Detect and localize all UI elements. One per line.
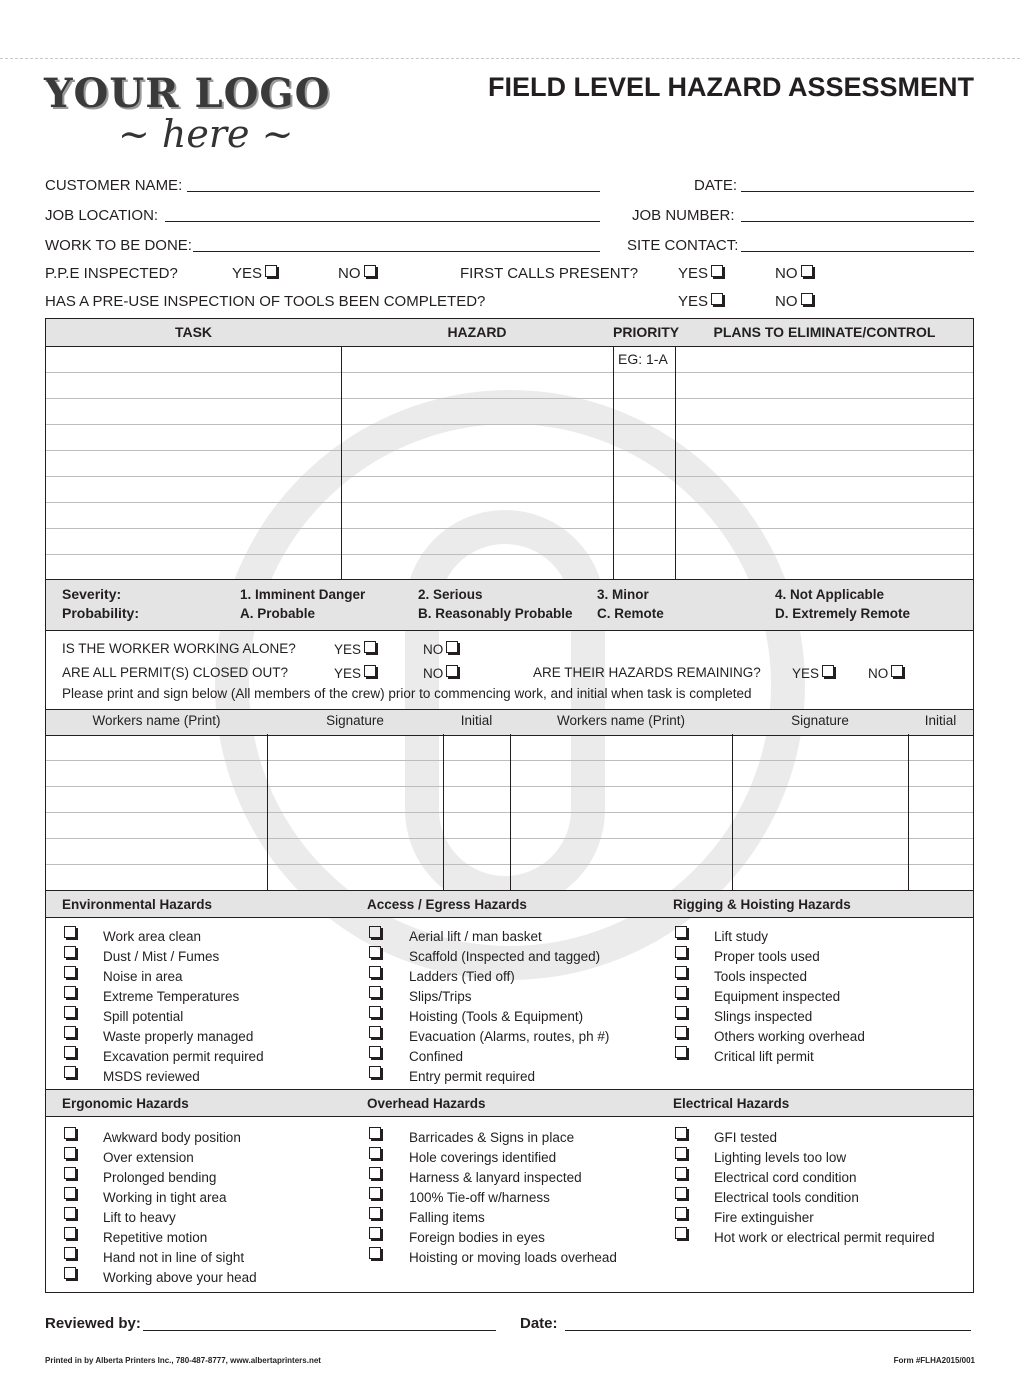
customer-name-label: CUSTOMER NAME: [45,177,183,194]
hazard-item: Confined [409,1049,464,1064]
work-to-be-done-label: WORK TO BE DONE: [45,237,192,254]
col-divider [267,734,268,890]
checkbox-icon[interactable] [675,1127,687,1139]
hazard-item: Spill potential [103,1009,184,1024]
probability-label: Probability: [62,605,140,621]
checkbox-icon[interactable] [675,1046,687,1058]
initial-header: Initial [460,713,493,728]
remaining-yes[interactable] [792,665,834,681]
row-line [46,398,973,399]
first-calls-yes[interactable] [678,265,723,282]
no-label: NO [423,666,444,681]
col-divider [510,734,511,890]
checkbox-icon[interactable] [801,293,813,305]
severity-label: Severity: [62,586,122,602]
checkbox-icon[interactable] [369,1147,381,1159]
hazard-item: Aerial lift / man basket [409,929,542,944]
checkbox-icon[interactable] [64,1207,76,1219]
hazard-item: Equipment inspected [714,989,841,1004]
alone-no[interactable] [423,641,458,657]
hazard-item: Hot work or electrical permit required [714,1230,935,1245]
first-calls-label: FIRST CALLS PRESENT? [460,265,639,282]
hazard-item: Hand not in line of sight [103,1250,245,1265]
pre-use-label: HAS A PRE-USE INSPECTION OF TOOLS BEEN COMPLETED? [45,293,486,310]
checkbox-icon[interactable] [369,1187,381,1199]
hazard-item: Awkward body position [103,1130,241,1145]
job-location-field[interactable] [165,221,600,222]
checkbox-icon[interactable] [675,1167,687,1179]
checkbox-icon[interactable] [265,265,277,277]
form-number: Form #FLHA2015/001 [893,1356,975,1365]
ppe-no[interactable] [338,265,376,282]
probability-b: B. Reasonably Probable [418,606,573,621]
row-line [46,554,973,555]
checkbox-icon[interactable] [369,1127,381,1139]
permits-no[interactable] [423,665,458,681]
hazard-item: Electrical tools condition [714,1190,859,1205]
hazard-item: Entry permit required [409,1069,536,1084]
hazard-item: Ladders (Tied off) [409,969,515,984]
no-label: NO [423,642,444,657]
col-divider [341,346,342,579]
access-header: Access / Egress Hazards [367,897,527,912]
signature-header: Signature [326,713,384,728]
checkbox-icon[interactable] [711,265,723,277]
work-to-be-done-field[interactable] [193,251,600,252]
hazard-item: Working in tight area [103,1190,227,1205]
checkbox-icon[interactable] [64,986,76,998]
checkbox-icon[interactable] [369,966,381,978]
checkbox-icon[interactable] [369,1167,381,1179]
checkbox-icon[interactable] [364,265,376,277]
no-label: NO [775,265,798,282]
hazards-bottom [45,1089,974,1293]
checkbox-icon[interactable] [64,1187,76,1199]
alone-question: IS THE WORKER WORKING ALONE? [62,641,296,656]
checkbox-icon[interactable] [64,1127,76,1139]
hazard-item: Fire extinguisher [714,1210,814,1225]
checkbox-icon[interactable] [711,293,723,305]
remaining-question: ARE THEIR HAZARDS REMAINING? [533,665,761,680]
row-line [46,502,973,503]
no-label: NO [868,666,889,681]
checkbox-icon[interactable] [64,1066,76,1078]
yes-label: YES [334,642,362,657]
col-divider [732,734,733,890]
electrical-header: Electrical Hazards [673,1096,790,1111]
severity-2: 2. Serious [418,587,483,602]
checkbox-icon[interactable] [675,946,687,958]
hazard-item: Critical lift permit [714,1049,814,1064]
overhead-header: Overhead Hazards [367,1096,486,1111]
row-line [46,424,973,425]
checkbox-icon[interactable] [675,1147,687,1159]
priority-header: PRIORITY [613,324,680,340]
checkbox-icon[interactable] [64,1026,76,1038]
hazard-item: Prolonged bending [103,1170,217,1185]
row-line [46,372,973,373]
pre-use-yes[interactable] [678,293,723,310]
hazard-item: Hoisting or moving loads overhead [409,1250,617,1265]
yes-label: YES [334,666,362,681]
date-field[interactable] [741,191,974,192]
checkbox-icon[interactable] [675,1227,687,1239]
logo-subtext: ~ here ~ [118,112,294,156]
checkbox-icon[interactable] [369,1026,381,1038]
hazard-header: HAZARD [447,324,507,340]
ppe-yes[interactable] [232,265,277,282]
hazard-item: Harness & lanyard inspected [409,1170,582,1185]
hazard-item: Scaffold (Inspected and tagged) [409,949,601,964]
form-title: FIELD LEVEL HAZARD ASSESSMENT [487,72,974,102]
logo: YOUR LOGO [44,70,331,117]
checkbox-icon[interactable] [64,1006,76,1018]
hazard-item: Electrical cord condition [714,1170,857,1185]
task-table [45,318,974,631]
checkbox-icon[interactable] [822,665,834,677]
hazard-item: Dust / Mist / Fumes [103,949,220,964]
signature-header-2: Signature [791,713,849,728]
no-label: NO [775,293,798,310]
checkbox-icon[interactable] [364,665,376,677]
hazard-item: Work area clean [103,929,202,944]
first-calls-no[interactable] [775,265,813,282]
hazards-top [45,890,974,1091]
checkbox-icon[interactable] [369,1006,381,1018]
checkbox-icon[interactable] [801,265,813,277]
hazard-item: Hoisting (Tools & Equipment) [409,1009,584,1024]
hazard-item: Over extension [103,1150,194,1165]
instruction-text: Please print and sign below (All members of the crew) prior to commencing work, and initial when task is completed [62,686,752,701]
checkbox-icon[interactable] [369,1046,381,1058]
checkbox-icon[interactable] [64,926,76,938]
checkbox-icon[interactable] [369,986,381,998]
col-divider [675,346,676,579]
hazard-item: Extreme Temperatures [103,989,240,1004]
job-location-label: JOB LOCATION: [45,207,159,224]
worker-name-header-2: Workers name (Print) [556,713,686,728]
yes-label: YES [678,265,709,282]
yes-label: YES [792,666,820,681]
checkbox-icon[interactable] [369,946,381,958]
checkbox-icon[interactable] [369,1227,381,1239]
site-contact-field[interactable] [741,251,974,252]
permits-question: ARE ALL PERMIT(S) CLOSED OUT? [62,665,289,680]
probability-a: A. Probable [240,606,316,621]
task-header: TASK [174,324,213,340]
environmental-header: Environmental Hazards [62,897,213,912]
hazard-item: 100% Tie-off w/harness [409,1190,550,1205]
checkbox-icon[interactable] [64,1247,76,1259]
checkbox-icon[interactable] [675,926,687,938]
checkbox-icon[interactable] [891,665,903,677]
plans-header: PLANS TO ELIMINATE/CONTROL [713,324,936,340]
row-line [46,528,973,529]
checkbox-icon[interactable] [675,1006,687,1018]
checkbox-icon[interactable] [64,1046,76,1058]
hazard-item: Falling items [409,1210,485,1225]
hazard-item: Proper tools used [714,949,820,964]
checkbox-icon[interactable] [64,1267,76,1279]
reviewed-by-label: Reviewed by: [45,1315,141,1332]
severity-4: 4. Not Applicable [775,587,885,602]
ppe-inspected-label: P.P.E INSPECTED? [45,265,178,282]
reviewed-by-field[interactable] [143,1330,496,1331]
hazard-item: Excavation permit required [103,1049,264,1064]
probability-c: C. Remote [597,606,664,621]
hazard-item: Foreign bodies in eyes [409,1230,545,1245]
review-date-field[interactable] [565,1330,971,1331]
checkbox-icon[interactable] [64,966,76,978]
checkbox-icon[interactable] [64,1147,76,1159]
col-divider [613,346,614,579]
hazard-item: Slips/Trips [409,989,472,1004]
checkbox-icon[interactable] [64,1167,76,1179]
hazard-item: Waste properly managed [103,1029,254,1044]
hazard-item: Lift study [714,929,769,944]
yes-label: YES [232,265,263,282]
severity-3: 3. Minor [597,587,649,602]
yes-label: YES [678,293,709,310]
priority-example: EG: 1-A [618,351,668,367]
top-dashed-line [0,58,1020,59]
checkbox-icon[interactable] [369,1066,381,1078]
workers-section [45,630,974,891]
hazard-item: Lighting levels too low [714,1150,847,1165]
probability-d: D. Extremely Remote [775,606,911,621]
row-line [46,476,973,477]
initial-header-2: Initial [924,713,957,728]
review-date-label: Date: [520,1315,558,1332]
checkbox-icon[interactable] [369,926,381,938]
checkbox-icon[interactable] [675,986,687,998]
date-label: DATE: [694,177,738,194]
pre-use-no[interactable] [775,293,813,310]
job-number-label: JOB NUMBER: [632,207,735,224]
no-label: NO [338,265,361,282]
col-divider [908,734,909,890]
hazard-item: Noise in area [103,969,183,984]
hazard-item: Lift to heavy [103,1210,176,1225]
checkbox-icon[interactable] [675,966,687,978]
checkbox-icon[interactable] [64,1227,76,1239]
printer-credit: Printed in by Alberta Printers Inc., 780-487-8777, www.albertaprinters.net [45,1356,321,1365]
checkbox-icon[interactable] [64,946,76,958]
severity-1: 1. Imminent Danger [240,587,366,602]
permits-yes[interactable] [334,665,376,681]
site-contact-label: SITE CONTACT: [627,237,739,254]
ergonomic-header: Ergonomic Hazards [62,1096,189,1111]
hazard-item: Slings inspected [714,1009,813,1024]
row-line [46,450,973,451]
remaining-no[interactable] [868,665,903,681]
hazard-item: MSDS reviewed [103,1069,200,1084]
hazard-item: Tools inspected [714,969,808,984]
checkbox-icon[interactable] [675,1026,687,1038]
checkbox-icon[interactable] [675,1187,687,1199]
checkbox-icon[interactable] [364,641,376,653]
alone-yes[interactable] [334,641,376,657]
worker-name-header: Workers name (Print) [92,713,221,728]
job-number-field[interactable] [741,221,974,222]
checkbox-icon[interactable] [675,1207,687,1219]
rigging-header: Rigging & Hoisting Hazards [673,897,851,912]
checkbox-icon[interactable] [446,641,458,653]
hazard-item: Barricades & Signs in place [409,1130,575,1145]
checkbox-icon[interactable] [446,665,458,677]
hazard-item: GFI tested [714,1130,778,1145]
col-divider [443,734,444,890]
checkbox-icon[interactable] [369,1247,381,1259]
hazard-item: Working above your head [103,1270,257,1285]
checkbox-icon[interactable] [369,1207,381,1219]
hazard-item: Evacuation (Alarms, routes, ph #) [409,1029,610,1044]
customer-name-field[interactable] [187,191,600,192]
hazard-item: Repetitive motion [103,1230,208,1245]
hazard-item: Others working overhead [714,1029,865,1044]
hazard-item: Hole coverings identified [409,1150,557,1165]
